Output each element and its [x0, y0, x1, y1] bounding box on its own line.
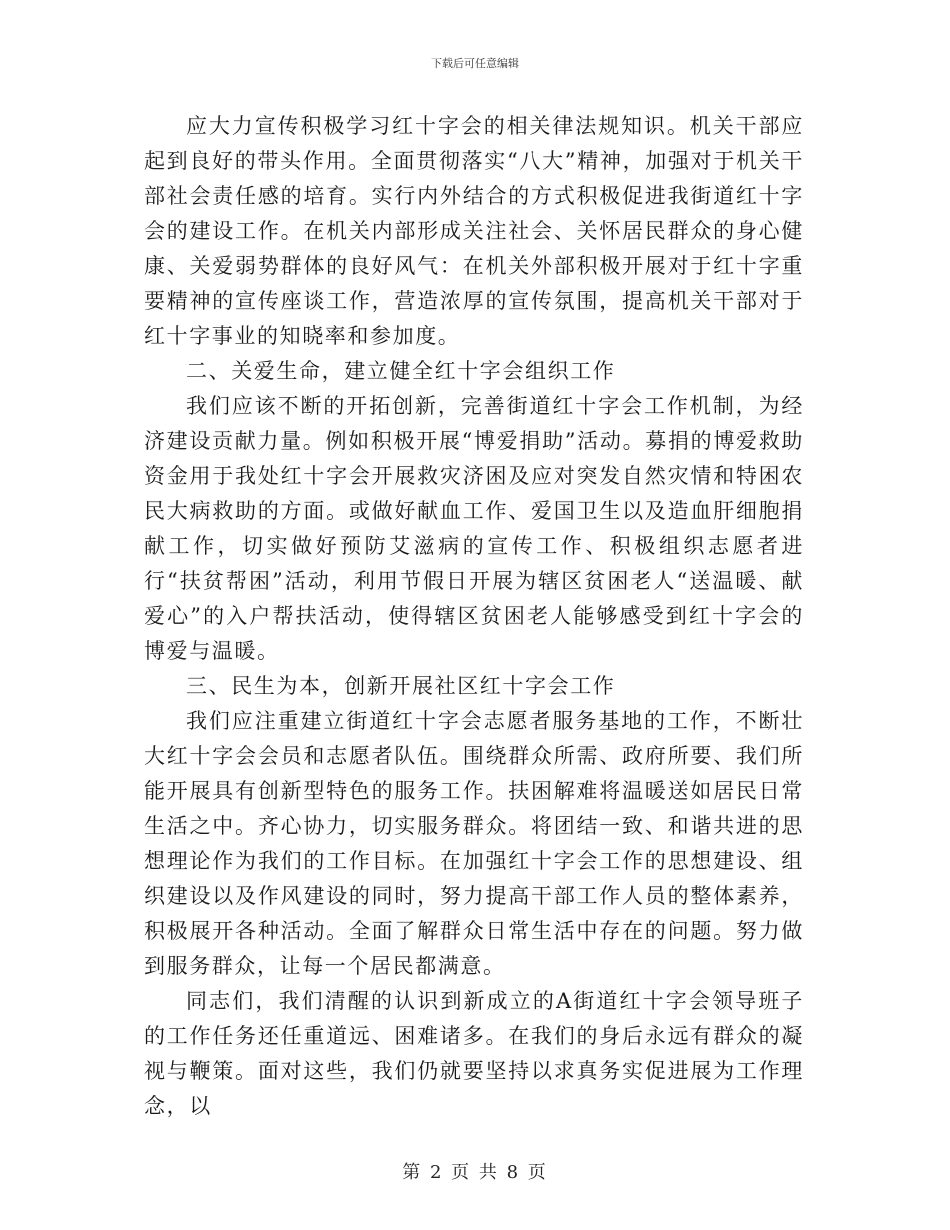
paragraph-closing: 同志们，我们清醒的认识到新成立的A街道红十字会领导班子的工作任务还任重道远、困难诸多。在我们的身后永远有群众的凝视与鞭策。面对这些，我们仍就要坚持以求真务实促进展为工作理念，以 [144, 989, 804, 1118]
document-body [144, 109, 804, 1124]
paragraph-intro: 应大力宣传积极学习红十字会的相关律法规知识。机关干部应起到良好的带头作用。全面贯彻落实“八大”精神，加强对于机关干部社会责任感的培育。实行内外结合的方式积极促进我街道红十字会的建设工作。在机关内部形成关注社会、关怀居民群众的身心健康、关爱弱势群体的良好风气：在机关外部积极开展对于红十字重要精神的宣传座谈工作，营造浓厚的宣传氛围，提高机关干部对于红十字事业的知晓率和参加度。 [144, 114, 804, 348]
section-heading-3: 三、民生为本，创新开展社区红十字会工作 [186, 674, 616, 698]
page-header: 下载后可任意编辑 [431, 57, 519, 70]
paragraph-section-2: 我们应该不断的开拓创新，完善街道红十字会工作机制，为经济建设贡献力量。例如积极开展“博爱捐助”活动。募捐的博爱救助资金用于我处红十字会开展救灾济困及应对突发自然灾情和特困农民大病救助的方面。或做好献血工作、爱国卫生以及造血肝细胞捐献工作，切实做好预防艾滋病的宣传工作、积极组织志愿者进行“扶贫帮困”活动，利用节假日开展为辖区贫困老人“送温暖、献爱心”的入户帮扶活动，使得辖区贫困老人能够感受到红十字会的博爱与温暖。 [144, 394, 804, 663]
paragraph-section-3: 我们应注重建立街道红十字会志愿者服务基地的工作，不断壮大红十字会会员和志愿者队伍。围绕群众所需、政府所要、我们所能开展具有创新型特色的服务工作。扶困解难将温暖送如居民日常生活之中。齐心协力，切实服务群众。将团结一致、和谐共进的思想理论作为我们的工作目标。在加强红十字会工作的思想建设、组织建设以及作风建设的同时，努力提高干部工作人员的整体素养，积极展开各种活动。全面了解群众日常生活中存在的问题。努力做到服务群众，让每一个居民都满意。 [144, 709, 804, 978]
page-footer: 第 2 页 共 8 页 [402, 1162, 548, 1183]
section-heading-2: 二、关爱生命，建立健全红十字会组织工作 [186, 359, 616, 383]
